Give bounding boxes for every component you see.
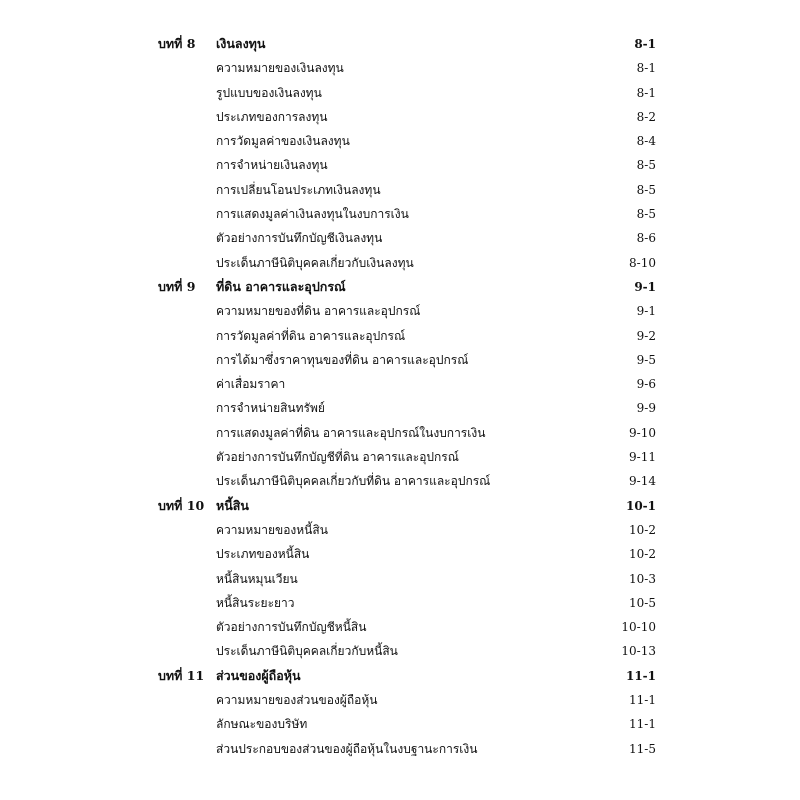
- toc-chapter-row: [0, 32, 800, 56]
- page-number: 9-5: [636, 352, 656, 367]
- toc-section-row: [0, 421, 800, 445]
- toc-section-row: [0, 518, 800, 542]
- toc-section-row: [0, 712, 800, 736]
- page-number: 10-13: [621, 644, 656, 659]
- section-title: ประเภทของการลงทุน: [216, 109, 328, 124]
- page-number: 11-1: [629, 717, 656, 732]
- section-title: รูปแบบของเงินลงทุน: [216, 85, 322, 100]
- toc-section-row: [0, 202, 800, 226]
- toc-section-row: [0, 396, 800, 420]
- toc-section-row: [0, 129, 800, 153]
- section-title: การแสดงมูลค่าที่ดิน อาคารและอุปกรณ์ในงบการเงิน: [216, 425, 486, 440]
- toc-section-row: [0, 737, 800, 761]
- section-title: ค่าเสื่อมราคา: [216, 377, 286, 392]
- page-number: 11-5: [629, 741, 656, 756]
- page-number: 8-6: [636, 231, 656, 246]
- section-title: ความหมายของเงินลงทุน: [216, 61, 344, 76]
- toc-section-row: [0, 226, 800, 250]
- section-title: ประเด็นภาษีนิติบุคคลเกี่ยวกับหนี้สิน: [216, 644, 398, 659]
- toc-section-row: [0, 591, 800, 615]
- section-title: ตัวอย่างการบันทึกบัญชีที่ดิน อาคารและอุปกรณ์: [216, 450, 459, 465]
- toc-chapter-row: [0, 664, 800, 688]
- toc-chapter-row: [0, 494, 800, 518]
- section-title: ความหมายของหนี้สิน: [216, 522, 328, 537]
- section-title: การจำหน่ายสินทรัพย์: [216, 401, 325, 416]
- table-of-contents: [0, 32, 800, 761]
- section-title: ประเด็นภาษีนิติบุคคลเกี่ยวกับเงินลงทุน: [216, 255, 414, 270]
- page-number: 9-2: [636, 328, 656, 343]
- chapter-label: บทที่ 11: [158, 667, 205, 683]
- page-number: 9-11: [629, 450, 656, 465]
- page-number: 9-6: [636, 377, 656, 392]
- chapter-title: หนี้สิน: [216, 497, 249, 513]
- page-number: 8-1: [634, 37, 656, 51]
- toc-section-row: [0, 56, 800, 80]
- chapter-label: บทที่ 9: [158, 278, 196, 294]
- section-title: ความหมายของส่วนของผู้ถือหุ้น: [216, 693, 378, 708]
- toc-section-row: [0, 251, 800, 275]
- page-number: 9-14: [629, 474, 656, 489]
- page-number: 8-5: [636, 182, 656, 197]
- section-title: ส่วนประกอบของส่วนของผู้ถือหุ้นในงบฐานะการเงิน: [216, 741, 478, 756]
- section-title: ตัวอย่างการบันทึกบัญชีเงินลงทุน: [216, 231, 383, 246]
- toc-section-row: [0, 639, 800, 663]
- section-title: การเปลี่ยนโอนประเภทเงินลงทุน: [216, 182, 381, 197]
- section-title: การแสดงมูลค่าเงินลงทุนในงบการเงิน: [216, 207, 409, 222]
- page-number: 10-10: [621, 620, 656, 635]
- section-title: การวัดมูลค่าที่ดิน อาคารและอุปกรณ์: [216, 328, 406, 343]
- page-number: 8-2: [636, 109, 656, 124]
- section-title: การได้มาซึ่งราคาทุนของที่ดิน อาคารและอุปกรณ์: [216, 352, 469, 367]
- page-number: 10-2: [629, 522, 656, 537]
- toc-section-row: [0, 81, 800, 105]
- section-title: หนี้สินระยะยาว: [216, 595, 295, 610]
- page-number: 8-5: [636, 158, 656, 173]
- page-number: 10-5: [629, 595, 656, 610]
- page-number: 8-10: [629, 255, 656, 270]
- section-title: ตัวอย่างการบันทึกบัญชีหนี้สิน: [216, 620, 367, 635]
- page-number: 9-1: [634, 279, 656, 294]
- chapter-label: บทที่ 10: [158, 497, 205, 513]
- page-number: 9-1: [636, 304, 656, 319]
- chapter-title: เงินลงทุน: [216, 36, 266, 51]
- section-title: หนี้สินหมุนเวียน: [216, 571, 298, 586]
- toc-section-row: [0, 542, 800, 566]
- page-number: 8-4: [636, 134, 656, 149]
- chapter-label: บทที่ 8: [158, 36, 196, 51]
- page-number: 8-5: [636, 207, 656, 222]
- toc-chapter-row: [0, 275, 800, 299]
- toc-section-row: [0, 153, 800, 177]
- page-number: 8-1: [636, 85, 656, 100]
- toc-section-row: [0, 688, 800, 712]
- page-number: 11-1: [625, 668, 656, 683]
- page-number: 10-3: [629, 571, 656, 586]
- section-title: การจำหน่ายเงินลงทุน: [216, 158, 328, 173]
- page-number: 10-1: [625, 498, 656, 513]
- toc-section-row: [0, 178, 800, 202]
- page-number: 8-1: [636, 61, 656, 76]
- section-title: ลักษณะของบริษัท: [216, 717, 308, 732]
- chapter-title: ส่วนของผู้ถือหุ้น: [216, 667, 301, 683]
- toc-section-row: [0, 348, 800, 372]
- page-number: 11-1: [629, 693, 656, 708]
- toc-section-row: [0, 324, 800, 348]
- section-title: การวัดมูลค่าของเงินลงทุน: [216, 134, 350, 149]
- toc-section-row: [0, 567, 800, 591]
- toc-section-row: [0, 615, 800, 639]
- page-number: 10-2: [629, 547, 656, 562]
- toc-section-row: [0, 299, 800, 323]
- section-title: ความหมายของที่ดิน อาคารและอุปกรณ์: [216, 304, 421, 319]
- chapter-title: ที่ดิน อาคารและอุปกรณ์: [216, 278, 346, 294]
- toc-section-row: [0, 105, 800, 129]
- page-number: 9-9: [636, 401, 656, 416]
- toc-section-row: [0, 445, 800, 469]
- page-number: 9-10: [629, 425, 656, 440]
- toc-section-row: [0, 469, 800, 493]
- toc-section-row: [0, 372, 800, 396]
- section-title: ประเภทของหนี้สิน: [216, 547, 310, 562]
- section-title: ประเด็นภาษีนิติบุคคลเกี่ยวกับที่ดิน อาคารและอุปกรณ์: [216, 474, 491, 489]
